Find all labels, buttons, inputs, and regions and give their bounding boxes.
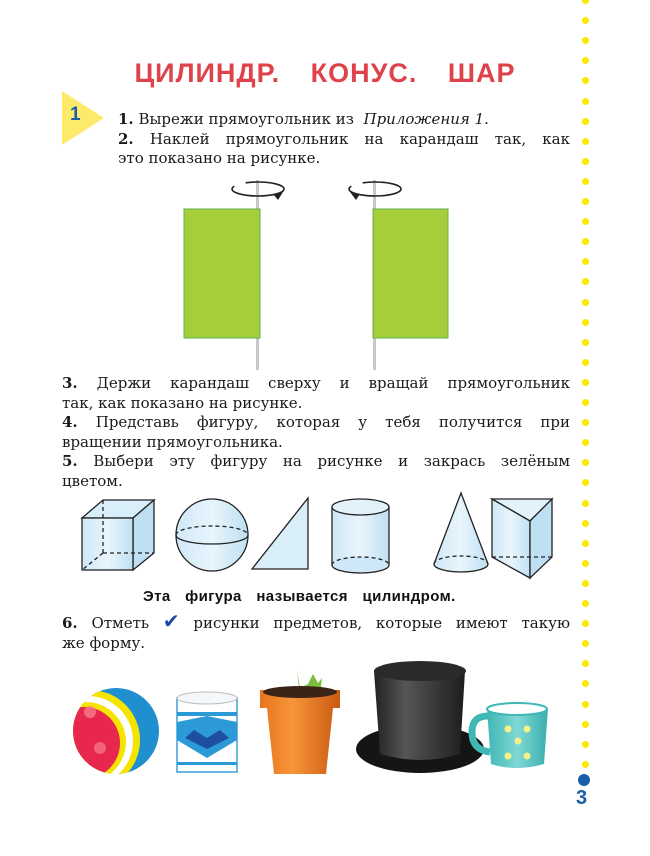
border-dot [582,600,589,607]
object-ball[interactable] [60,688,159,790]
border-dot [582,17,589,24]
border-dot [582,640,589,647]
shape-cone[interactable] [434,493,488,572]
border-dot [582,500,589,507]
border-dot [582,379,589,386]
border-dot [582,620,589,627]
step-4: 4. Представь фигуру, которая у тебя получится при [62,413,570,431]
checkmark-icon: ✔ [162,609,180,633]
border-dot [582,419,589,426]
step-3: 3. Держи карандаш сверху и вращай прямоугольник [62,374,570,392]
border-dot [582,138,589,145]
border-dot [582,540,589,547]
border-dot [582,741,589,748]
steps-1-2: 1. Вырежи прямоугольник из Приложения 1. 2. Наклей прямоугольник на карандаш так, как это показано на рисунке. [118,110,570,167]
border-dot [582,520,589,527]
border-dot [582,37,589,44]
shape-cube[interactable] [82,500,154,570]
border-dot [582,0,589,4]
border-dot [582,680,589,687]
step-1: 1. Вырежи прямоугольник из Приложения 1. [118,110,489,128]
border-dot [582,439,589,446]
border-dot [582,319,589,326]
border-dot [582,701,589,708]
border-dot [582,278,589,285]
page-marker-dot [578,774,590,786]
step-2: 2. Наклей прямоугольник на карандаш так, как [118,129,570,148]
objects-row [60,650,570,795]
border-dot [582,761,589,768]
border-dot [582,660,589,667]
rectangle-right [349,180,448,370]
rotation-illustration [170,170,470,380]
object-tin-can[interactable] [177,692,237,772]
object-top-hat[interactable] [356,661,484,773]
border-dot [582,118,589,125]
border-dot [582,399,589,406]
border-dot [582,218,589,225]
shapes-row [70,490,570,580]
border-dot [582,178,589,185]
object-mug[interactable] [472,703,548,768]
border-dot [582,459,589,466]
steps-3-5: 3. Держи карандаш сверху и вращай прямоугольник так, как показано на рисунке. 4. Представь фигуру, которая у тебя получится при вращении прямоугольника. 5. Выбери эту фигуру на рисунке и закрась зелёным цветом. [62,374,570,490]
conclusion-text: Эта фигура называется цилиндром. [143,588,456,605]
border-dot [582,721,589,728]
border-dot [582,359,589,366]
shape-triangle[interactable] [252,498,308,569]
page-title: ЦИЛИНДР. КОНУС. ШАР [134,58,516,88]
task-number-badge [62,91,104,145]
task-number: 1 [70,104,81,125]
step-5: 5. Выбери эту фигуру на рисунке и закрась зелёным [62,452,570,470]
border-dot [582,98,589,105]
shape-sphere[interactable] [176,499,248,571]
border-dot [582,158,589,165]
shape-triangular-prism[interactable] [492,499,552,578]
border-dot [582,479,589,486]
object-flower-pot[interactable] [260,670,340,774]
shape-cylinder[interactable] [332,499,389,573]
border-dot [582,299,589,306]
step-6: 6. Отметь ✔ рисунки предметов, которые имеют такую же форму. [62,609,571,652]
border-dot [582,339,589,346]
border-dot [582,560,589,567]
border-dot [582,198,589,205]
page-number: 3 [576,787,588,809]
border-dot [582,258,589,265]
border-dot [582,238,589,245]
rectangle-left [184,180,284,370]
border-dot [582,580,589,587]
